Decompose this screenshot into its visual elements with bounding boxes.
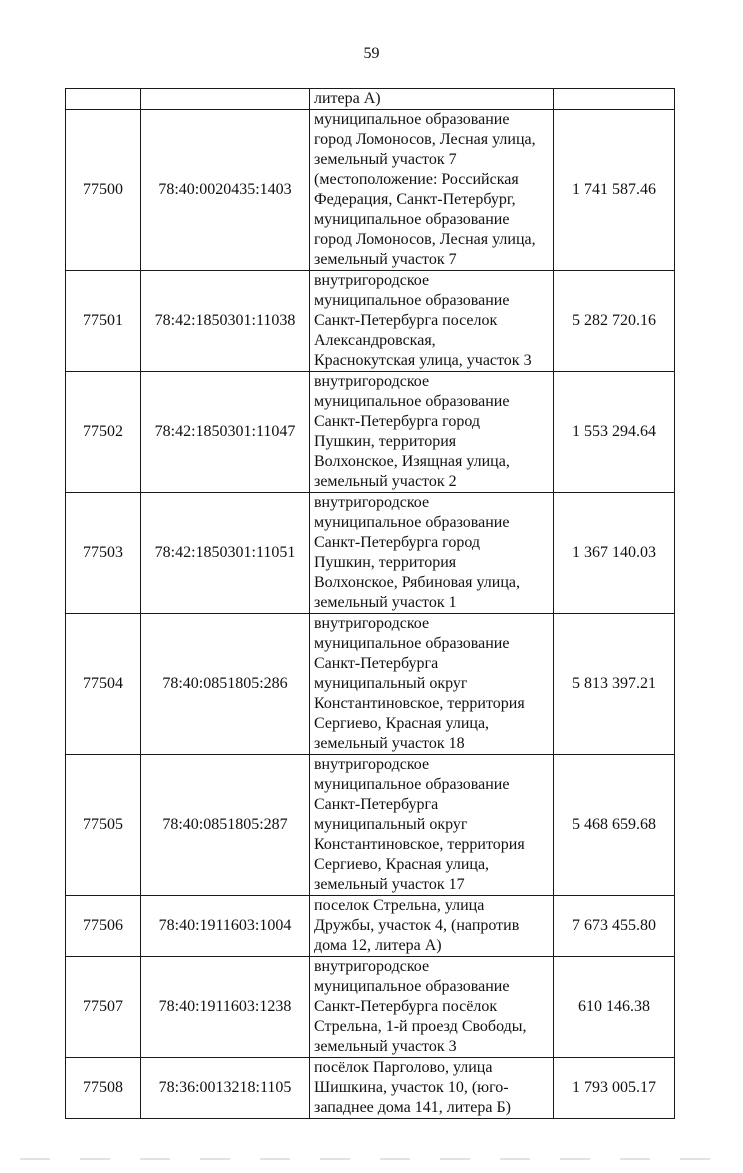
table-row <box>66 493 675 614</box>
cadastral-number-cell: 78:36:0013218:1105 <box>141 1058 310 1119</box>
address-line: муниципальный округ <box>314 816 468 833</box>
address-line: Стрельна, 1-й проезд Свободы, <box>314 1018 527 1035</box>
row-id-cell: 77502 <box>66 372 141 493</box>
row-id-cell <box>66 89 141 110</box>
cadastral-number-cell: 78:40:0851805:286 <box>141 614 310 755</box>
value-cell: 5 468 659.68 <box>554 755 675 896</box>
cadastral-number-cell: 78:40:1911603:1238 <box>141 957 310 1058</box>
cadastral-number-cell <box>141 89 310 110</box>
address-line: (местоположение: Российская <box>314 171 519 188</box>
address-line: город Ломоносов, Лесная улица, <box>314 131 536 148</box>
address-line: земельный участок 3 <box>314 1038 457 1055</box>
address-cell <box>310 957 554 1058</box>
address-line: внутригородское <box>314 756 430 773</box>
row-id-cell: 77500 <box>66 110 141 271</box>
page-number: 59 <box>363 45 380 62</box>
address-line: Сергиево, Красная улица, <box>314 856 490 873</box>
cadastral-number-cell: 78:42:1850301:11051 <box>141 493 310 614</box>
address-line: земельный участок 1 <box>314 594 457 611</box>
row-id-cell: 77501 <box>66 271 141 372</box>
address-line: муниципальное образование <box>314 514 510 531</box>
row-id-cell: 77506 <box>66 896 141 957</box>
address-line: земельный участок 7 <box>314 151 457 168</box>
table-body <box>66 89 675 1119</box>
address-line: Санкт-Петербурга посёлок <box>314 998 498 1015</box>
address-line: Константиновское, территория <box>314 695 525 712</box>
address-cell <box>310 110 554 271</box>
address-line: Дружбы, участок 4, (напротив <box>314 917 520 934</box>
address-line: муниципальное образование <box>314 292 510 309</box>
table-row <box>66 614 675 755</box>
cadastral-number-cell: 78:40:0851805:287 <box>141 755 310 896</box>
address-line: поселок Стрельна, улица <box>314 897 485 914</box>
address-cell <box>310 271 554 372</box>
address-cell <box>310 89 554 110</box>
address-cell <box>310 493 554 614</box>
address-line: муниципальный округ <box>314 675 468 692</box>
address-cell <box>310 1058 554 1119</box>
address-line: Краснокутская улица, участок 3 <box>314 352 532 369</box>
address-line: посёлок Парголово, улица <box>314 1059 493 1076</box>
value-cell: 1 553 294.64 <box>554 372 675 493</box>
address-line: муниципальное образование <box>314 211 510 228</box>
address-line: Санкт-Петербурга <box>314 655 439 672</box>
table-row <box>66 110 675 271</box>
value-cell <box>554 89 675 110</box>
row-id-cell: 77503 <box>66 493 141 614</box>
address-cell <box>310 896 554 957</box>
land-plot-table <box>65 88 675 1119</box>
table-row <box>66 755 675 896</box>
address-line: Санкт-Петербурга город <box>314 413 481 430</box>
value-cell: 1 367 140.03 <box>554 493 675 614</box>
table-row-continuation <box>66 89 675 110</box>
address-line: внутригородское <box>314 494 430 511</box>
address-line: земельный участок 7 <box>314 251 457 268</box>
address-line: земельный участок 2 <box>314 473 457 490</box>
address-line: муниципальное образование <box>314 393 510 410</box>
value-cell: 5 813 397.21 <box>554 614 675 755</box>
cadastral-number-cell: 78:40:0020435:1403 <box>141 110 310 271</box>
row-id-cell: 77508 <box>66 1058 141 1119</box>
address-line: Сергиево, Красная улица, <box>314 715 490 732</box>
cadastral-number-cell: 78:40:1911603:1004 <box>141 896 310 957</box>
address-line: литера А) <box>314 90 381 107</box>
address-line: Пушкин, территория <box>314 554 457 571</box>
address-line: Волхонское, Изящная улица, <box>314 453 510 470</box>
cadastral-number-cell: 78:42:1850301:11038 <box>141 271 310 372</box>
address-line: Пушкин, территория <box>314 433 457 450</box>
cadastral-number-cell: 78:42:1850301:11047 <box>141 372 310 493</box>
row-id-cell: 77505 <box>66 755 141 896</box>
address-line: Волхонское, Рябиновая улица, <box>314 574 520 591</box>
address-line: внутригородское <box>314 615 430 632</box>
address-line: внутригородское <box>314 958 430 975</box>
address-line: внутригородское <box>314 272 430 289</box>
table-row <box>66 372 675 493</box>
address-line: Санкт-Петербурга <box>314 796 439 813</box>
value-cell: 610 146.38 <box>554 957 675 1058</box>
address-line: земельный участок 17 <box>314 876 465 893</box>
address-line: Санкт-Петербурга город <box>314 534 481 551</box>
table-row <box>66 896 675 957</box>
address-line: муниципальное образование <box>314 978 510 995</box>
address-line: город Ломоносов, Лесная улица, <box>314 231 536 248</box>
scan-artifact-line <box>20 1158 720 1160</box>
address-line: Санкт-Петербурга поселок <box>314 312 498 329</box>
address-line: дома 12, литера А) <box>314 937 442 954</box>
value-cell: 1 793 005.17 <box>554 1058 675 1119</box>
row-id-cell: 77504 <box>66 614 141 755</box>
address-line: Шишкина, участок 10, (юго- <box>314 1079 509 1096</box>
address-line: внутригородское <box>314 373 430 390</box>
table-row <box>66 957 675 1058</box>
address-line: западнее дома 141, литера Б) <box>314 1099 511 1116</box>
table-row <box>66 1058 675 1119</box>
address-line: Константиновское, территория <box>314 836 525 853</box>
address-line: муниципальное образование <box>314 635 510 652</box>
address-cell <box>310 372 554 493</box>
table-row <box>66 271 675 372</box>
address-cell <box>310 614 554 755</box>
value-cell: 5 282 720.16 <box>554 271 675 372</box>
value-cell: 1 741 587.46 <box>554 110 675 271</box>
address-line: муниципальное образование <box>314 111 510 128</box>
address-line: Федерация, Санкт-Петербург, <box>314 191 516 208</box>
address-line: земельный участок 18 <box>314 735 465 752</box>
address-cell <box>310 755 554 896</box>
row-id-cell: 77507 <box>66 957 141 1058</box>
value-cell: 7 673 455.80 <box>554 896 675 957</box>
address-line: муниципальное образование <box>314 776 510 793</box>
address-line: Александровская, <box>314 332 436 349</box>
